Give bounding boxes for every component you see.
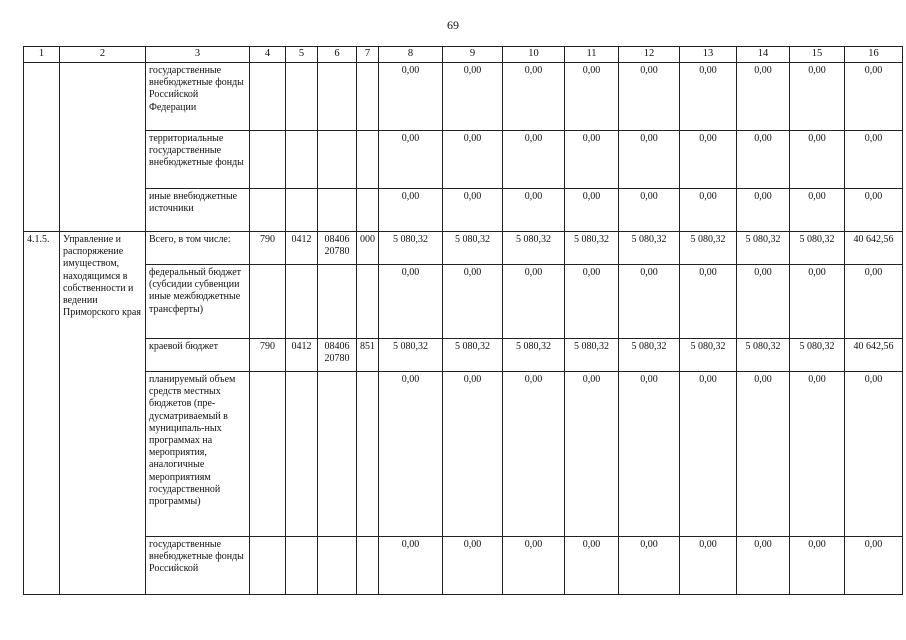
code-admin [250,372,286,537]
value-cell: 0,00 [565,372,619,537]
item-name-cell [60,63,146,232]
value-cell: 5 080,32 [379,232,443,265]
column-header: 14 [737,47,790,63]
code-cell [357,189,379,232]
table-row [24,232,903,265]
code-target [318,372,357,537]
item-number-cell [24,63,60,232]
value-cell: 0,00 [845,265,903,339]
value-cell: 0,00 [845,372,903,537]
column-header: 13 [680,47,737,63]
code-admin [250,265,286,339]
value-cell: 5 080,32 [503,232,565,265]
code-target: 08406 20780 [318,232,357,265]
table-row [24,339,903,372]
column-header: 12 [619,47,680,63]
item-name-cell: Управление и распоряжение имуществом, находящимся в собственности и ведении Приморского края [60,232,146,595]
code-cell [318,63,357,131]
code-cell [357,131,379,189]
value-cell: 0,00 [845,537,903,595]
source-label: государственные внебюджетные фонды Российской [146,537,250,595]
value-cell: 0,00 [565,131,619,189]
value-cell: 0,00 [565,265,619,339]
table-row [24,131,903,189]
value-cell: 0,00 [737,372,790,537]
code-expense: 000 [357,232,379,265]
value-cell: 5 080,32 [379,339,443,372]
code-admin [250,537,286,595]
value-cell: 5 080,32 [790,232,845,265]
code-cell [250,189,286,232]
value-cell: 0,00 [503,131,565,189]
value-cell: 0,00 [680,265,737,339]
value-cell: 5 080,32 [503,339,565,372]
source-label: планируемый объем средств местных бюджетов (пре-дусматриваемый в муниципаль-ных программах на мероприятия, аналогичные мероприятиям государственной программы) [146,372,250,537]
value-cell: 40 642,56 [845,339,903,372]
value-cell: 5 080,32 [619,339,680,372]
value-cell: 40 642,56 [845,232,903,265]
code-cell [250,131,286,189]
column-header: 11 [565,47,619,63]
value-cell: 0,00 [680,63,737,131]
code-section: 0412 [286,339,318,372]
value-cell: 5 080,32 [443,339,503,372]
code-cell [250,63,286,131]
column-header: 2 [60,47,146,63]
code-section [286,372,318,537]
value-cell: 0,00 [619,63,680,131]
value-cell: 0,00 [619,189,680,232]
source-label: Всего, в том числе: [146,232,250,265]
column-header: 16 [845,47,903,63]
table-row [24,537,903,595]
code-expense [357,265,379,339]
value-cell: 0,00 [619,537,680,595]
column-header: 5 [286,47,318,63]
value-cell: 0,00 [565,537,619,595]
column-header: 6 [318,47,357,63]
value-cell: 0,00 [619,131,680,189]
code-cell [357,63,379,131]
code-section [286,537,318,595]
column-header: 4 [250,47,286,63]
value-cell: 0,00 [443,265,503,339]
value-cell: 5 080,32 [443,232,503,265]
value-cell: 0,00 [737,189,790,232]
value-cell: 0,00 [503,537,565,595]
column-header: 15 [790,47,845,63]
code-target [318,537,357,595]
value-cell: 0,00 [443,537,503,595]
value-cell: 0,00 [790,265,845,339]
source-label: государственные внебюджетные фонды Российской Федерации [146,63,250,131]
code-admin: 790 [250,339,286,372]
value-cell: 0,00 [503,372,565,537]
value-cell: 5 080,32 [565,232,619,265]
value-cell: 0,00 [790,63,845,131]
value-cell: 0,00 [565,63,619,131]
value-cell: 0,00 [379,189,443,232]
value-cell: 0,00 [379,537,443,595]
code-cell [286,131,318,189]
source-label: краевой бюджет [146,339,250,372]
value-cell: 5 080,32 [737,232,790,265]
value-cell: 5 080,32 [565,339,619,372]
value-cell: 5 080,32 [737,339,790,372]
page-number: 69 [447,18,459,32]
value-cell: 0,00 [379,131,443,189]
value-cell: 0,00 [737,265,790,339]
value-cell: 0,00 [845,189,903,232]
code-cell [286,63,318,131]
column-number-row [24,47,903,63]
table-row [24,372,903,537]
value-cell: 0,00 [503,63,565,131]
code-section: 0412 [286,232,318,265]
column-header: 1 [24,47,60,63]
code-section [286,265,318,339]
value-cell: 0,00 [443,189,503,232]
value-cell: 0,00 [845,63,903,131]
value-cell: 0,00 [790,131,845,189]
item-number-cell: 4.1.5. [24,232,60,595]
value-cell: 5 080,32 [680,339,737,372]
code-expense: 851 [357,339,379,372]
budget-table [23,46,903,595]
table-row [24,63,903,131]
value-cell: 0,00 [680,189,737,232]
code-target [318,265,357,339]
value-cell: 0,00 [619,372,680,537]
value-cell: 0,00 [443,131,503,189]
value-cell: 0,00 [790,537,845,595]
column-header: 10 [503,47,565,63]
value-cell: 0,00 [737,63,790,131]
value-cell: 0,00 [443,63,503,131]
value-cell: 5 080,32 [790,339,845,372]
value-cell: 5 080,32 [680,232,737,265]
value-cell: 0,00 [680,131,737,189]
code-admin: 790 [250,232,286,265]
value-cell: 0,00 [680,372,737,537]
value-cell: 0,00 [845,131,903,189]
value-cell: 0,00 [379,265,443,339]
source-label: иные внебюджетные источники [146,189,250,232]
value-cell: 0,00 [790,372,845,537]
source-label: территориальные государственные внебюджетные фонды [146,131,250,189]
column-header: 7 [357,47,379,63]
source-label: федеральный бюджет (субсидии субвенции иные межбюджетные трансферты) [146,265,250,339]
code-target: 08406 20780 [318,339,357,372]
code-expense [357,537,379,595]
value-cell: 0,00 [680,537,737,595]
value-cell: 0,00 [737,537,790,595]
table-row [24,189,903,232]
value-cell: 0,00 [503,189,565,232]
value-cell: 0,00 [503,265,565,339]
value-cell: 5 080,32 [619,232,680,265]
value-cell: 0,00 [443,372,503,537]
code-cell [318,189,357,232]
column-header: 3 [146,47,250,63]
code-cell [318,131,357,189]
value-cell: 0,00 [379,63,443,131]
column-header: 8 [379,47,443,63]
value-cell: 0,00 [790,189,845,232]
column-header: 9 [443,47,503,63]
code-expense [357,372,379,537]
code-cell [286,189,318,232]
value-cell: 0,00 [737,131,790,189]
value-cell: 0,00 [379,372,443,537]
table-row [24,265,903,339]
value-cell: 0,00 [565,189,619,232]
value-cell: 0,00 [619,265,680,339]
